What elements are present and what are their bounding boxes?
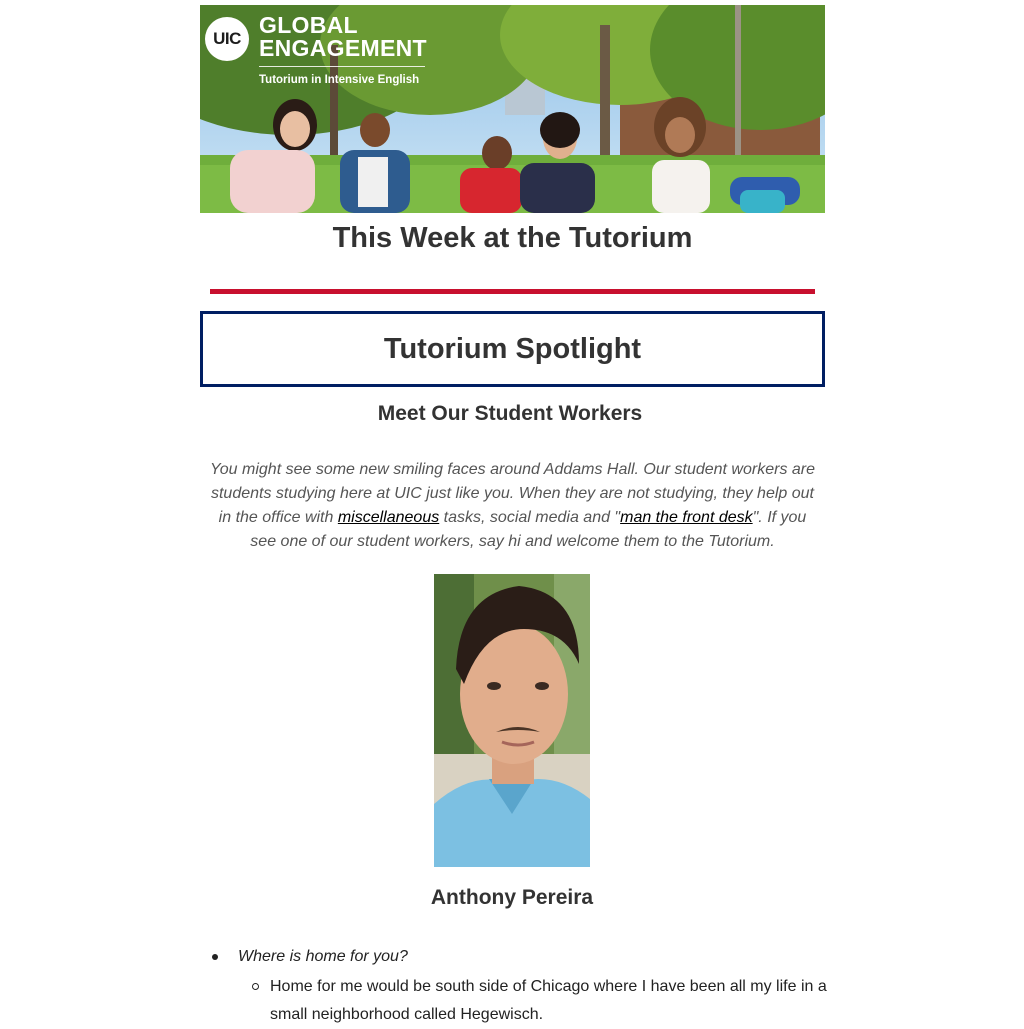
spotlight-header-box [200, 311, 825, 387]
intro-text-2: tasks, social media and " [439, 509, 621, 526]
intro-text-3: ". If you see one of our student workers, say hi and welcome them to the Tutorium. [250, 509, 807, 550]
logo-line-global: GLOBAL [259, 12, 358, 38]
header-banner [200, 5, 825, 213]
circle-bullet-icon [252, 983, 259, 990]
question-text: Where is home for you? [238, 948, 408, 965]
section-subtitle: Meet Our Student Workers [377, 402, 643, 425]
logo-subtitle: Tutorium in Intensive English [259, 74, 420, 86]
answer-item [210, 973, 830, 1029]
intro-paragraph [205, 458, 820, 554]
logo-line-engagement: ENGAGEMENT [259, 35, 427, 61]
newsletter-title: This Week at the Tutorium [332, 222, 693, 254]
front-desk-link[interactable]: man the front desk [620, 509, 753, 526]
student-worker-photo [434, 574, 590, 867]
logo-wordmark [259, 14, 427, 60]
student-worker-name: Anthony Pereira [430, 886, 594, 909]
spotlight-title: Tutorium Spotlight [383, 332, 642, 365]
miscellaneous-link[interactable]: miscellaneous [337, 509, 440, 526]
uic-logo-mark: UIC [205, 17, 249, 61]
red-divider [210, 289, 815, 294]
logo-divider [259, 66, 425, 67]
list-item [210, 945, 830, 973]
answer-text: Home for me would be south side of Chicago where I have been all my life in a small neighborhood called Hegewisch. [270, 978, 827, 1023]
intro-text-1: You might see some new smiling faces around Addams Hall. Our student workers are students studying here at UIC just like you. When they are not studying, they help out in the office with [209, 461, 816, 526]
qa-list [210, 945, 830, 1029]
bullet-icon [212, 954, 218, 960]
